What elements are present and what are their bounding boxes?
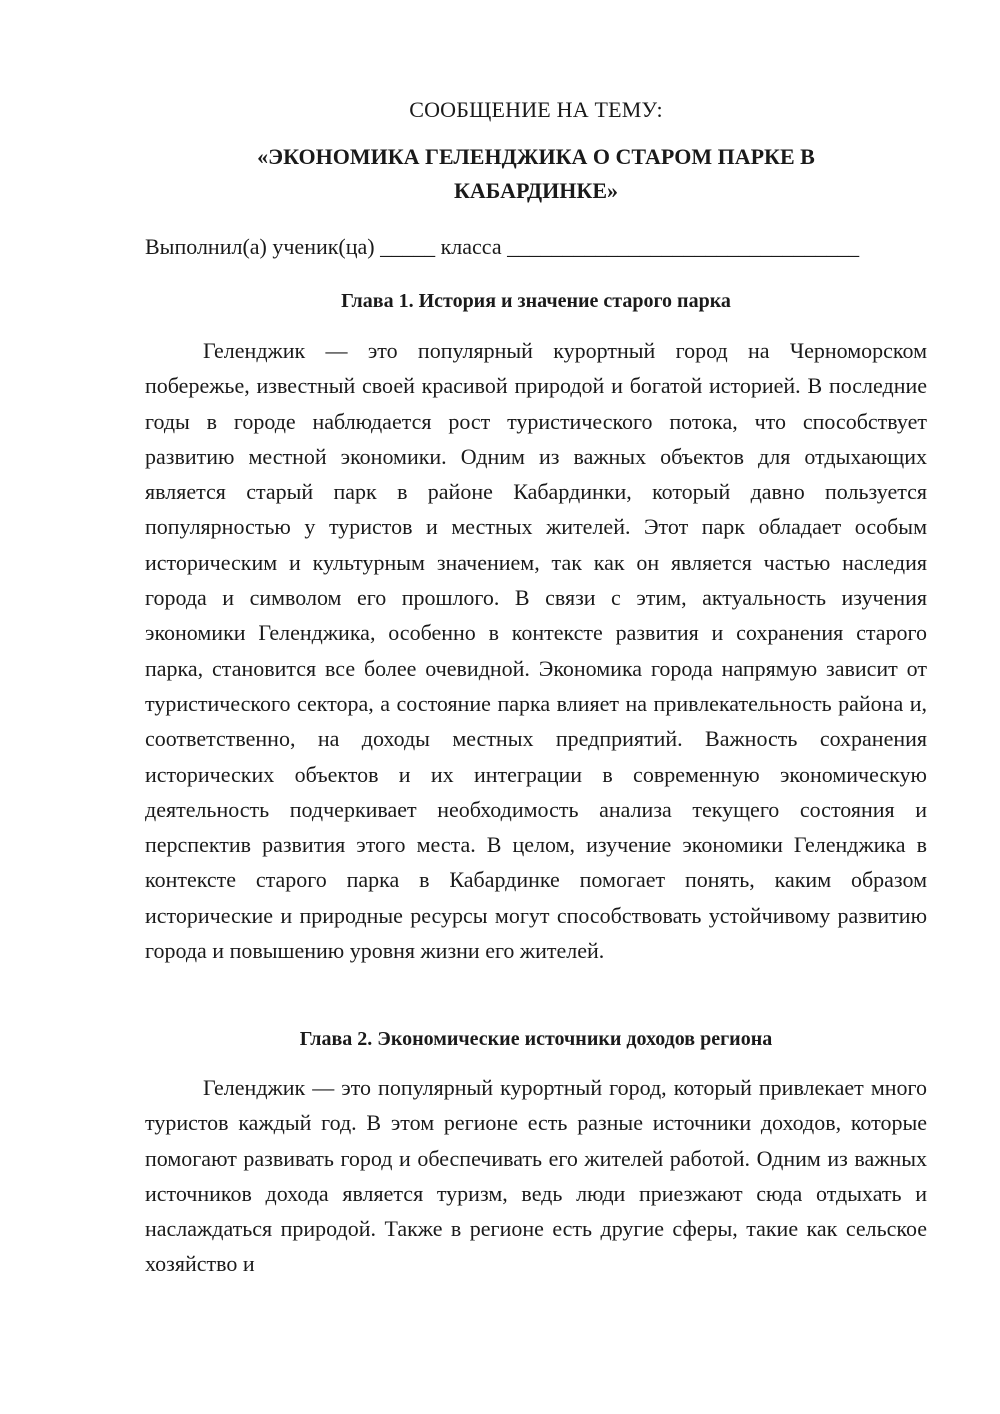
chapter-2-paragraph: Геленджик — это популярный курортный город, который привлекает много туристов каждый год. В этом регионе есть разные источники доходов, которые помогают развивать город и обеспечивать его жителей работой. Одним из важных источников дохода является туризм, ведь люди приезжают сюда отдыхать и наслаждаться природой. Также в регионе есть другие сферы, такие как сельское хозяйство и [145, 1075, 927, 1277]
document-title-line-1: «ЭКОНОМИКА ГЕЛЕНДЖИКА О СТАРОМ ПАРКЕ В [257, 144, 815, 169]
author-line: Выполнил(а) ученик(ца) _____ класса ________________________________ [145, 234, 860, 259]
document-title [145, 140, 927, 208]
document-header: СООБЩЕНИЕ НА ТЕМУ: [409, 97, 663, 122]
chapter-1-paragraph: Геленджик — это популярный курортный город на Черноморском побережье, известный своей красивой природой и богатой историей. В последние годы в городе наблюдается рост туристического потока, что способствует развитию местной экономики. Одним из важных объектов для отдыхающих является старый парк в районе Кабардинки, который давно пользуется популярностью у туристов и местных жителей. Этот парк обладает особым историческим и культурным значением, так как он является частью наследия города и символом его прошлого. В связи с этим, актуальность изучения экономики Геленджика, особенно в контексте развития и сохранения старого парка, становится все более очевидной. Экономика города напрямую зависит от туристического сектора, а состояние парка влияет на привлекательность района и, соответственно, на доходы местных предприятий. Важность сохранения исторических объектов и их интеграции в современную экономическую деятельность подчеркивает необходимость анализа текущего состояния и перспектив развития этого места. В целом, изучение экономики Геленджика в контексте старого парка в Кабардинке помогает понять, каким образом исторические и природные ресурсы могут способствовать устойчивому развитию города и повышению уровня жизни его жителей. [145, 338, 927, 964]
chapter-1-heading: Глава 1. История и значение старого парка [341, 290, 731, 312]
document-title-line-2: КАБАРДИНКЕ» [453, 178, 619, 203]
chapter-2-heading: Глава 2. Экономические источники доходов региона [299, 1028, 773, 1050]
